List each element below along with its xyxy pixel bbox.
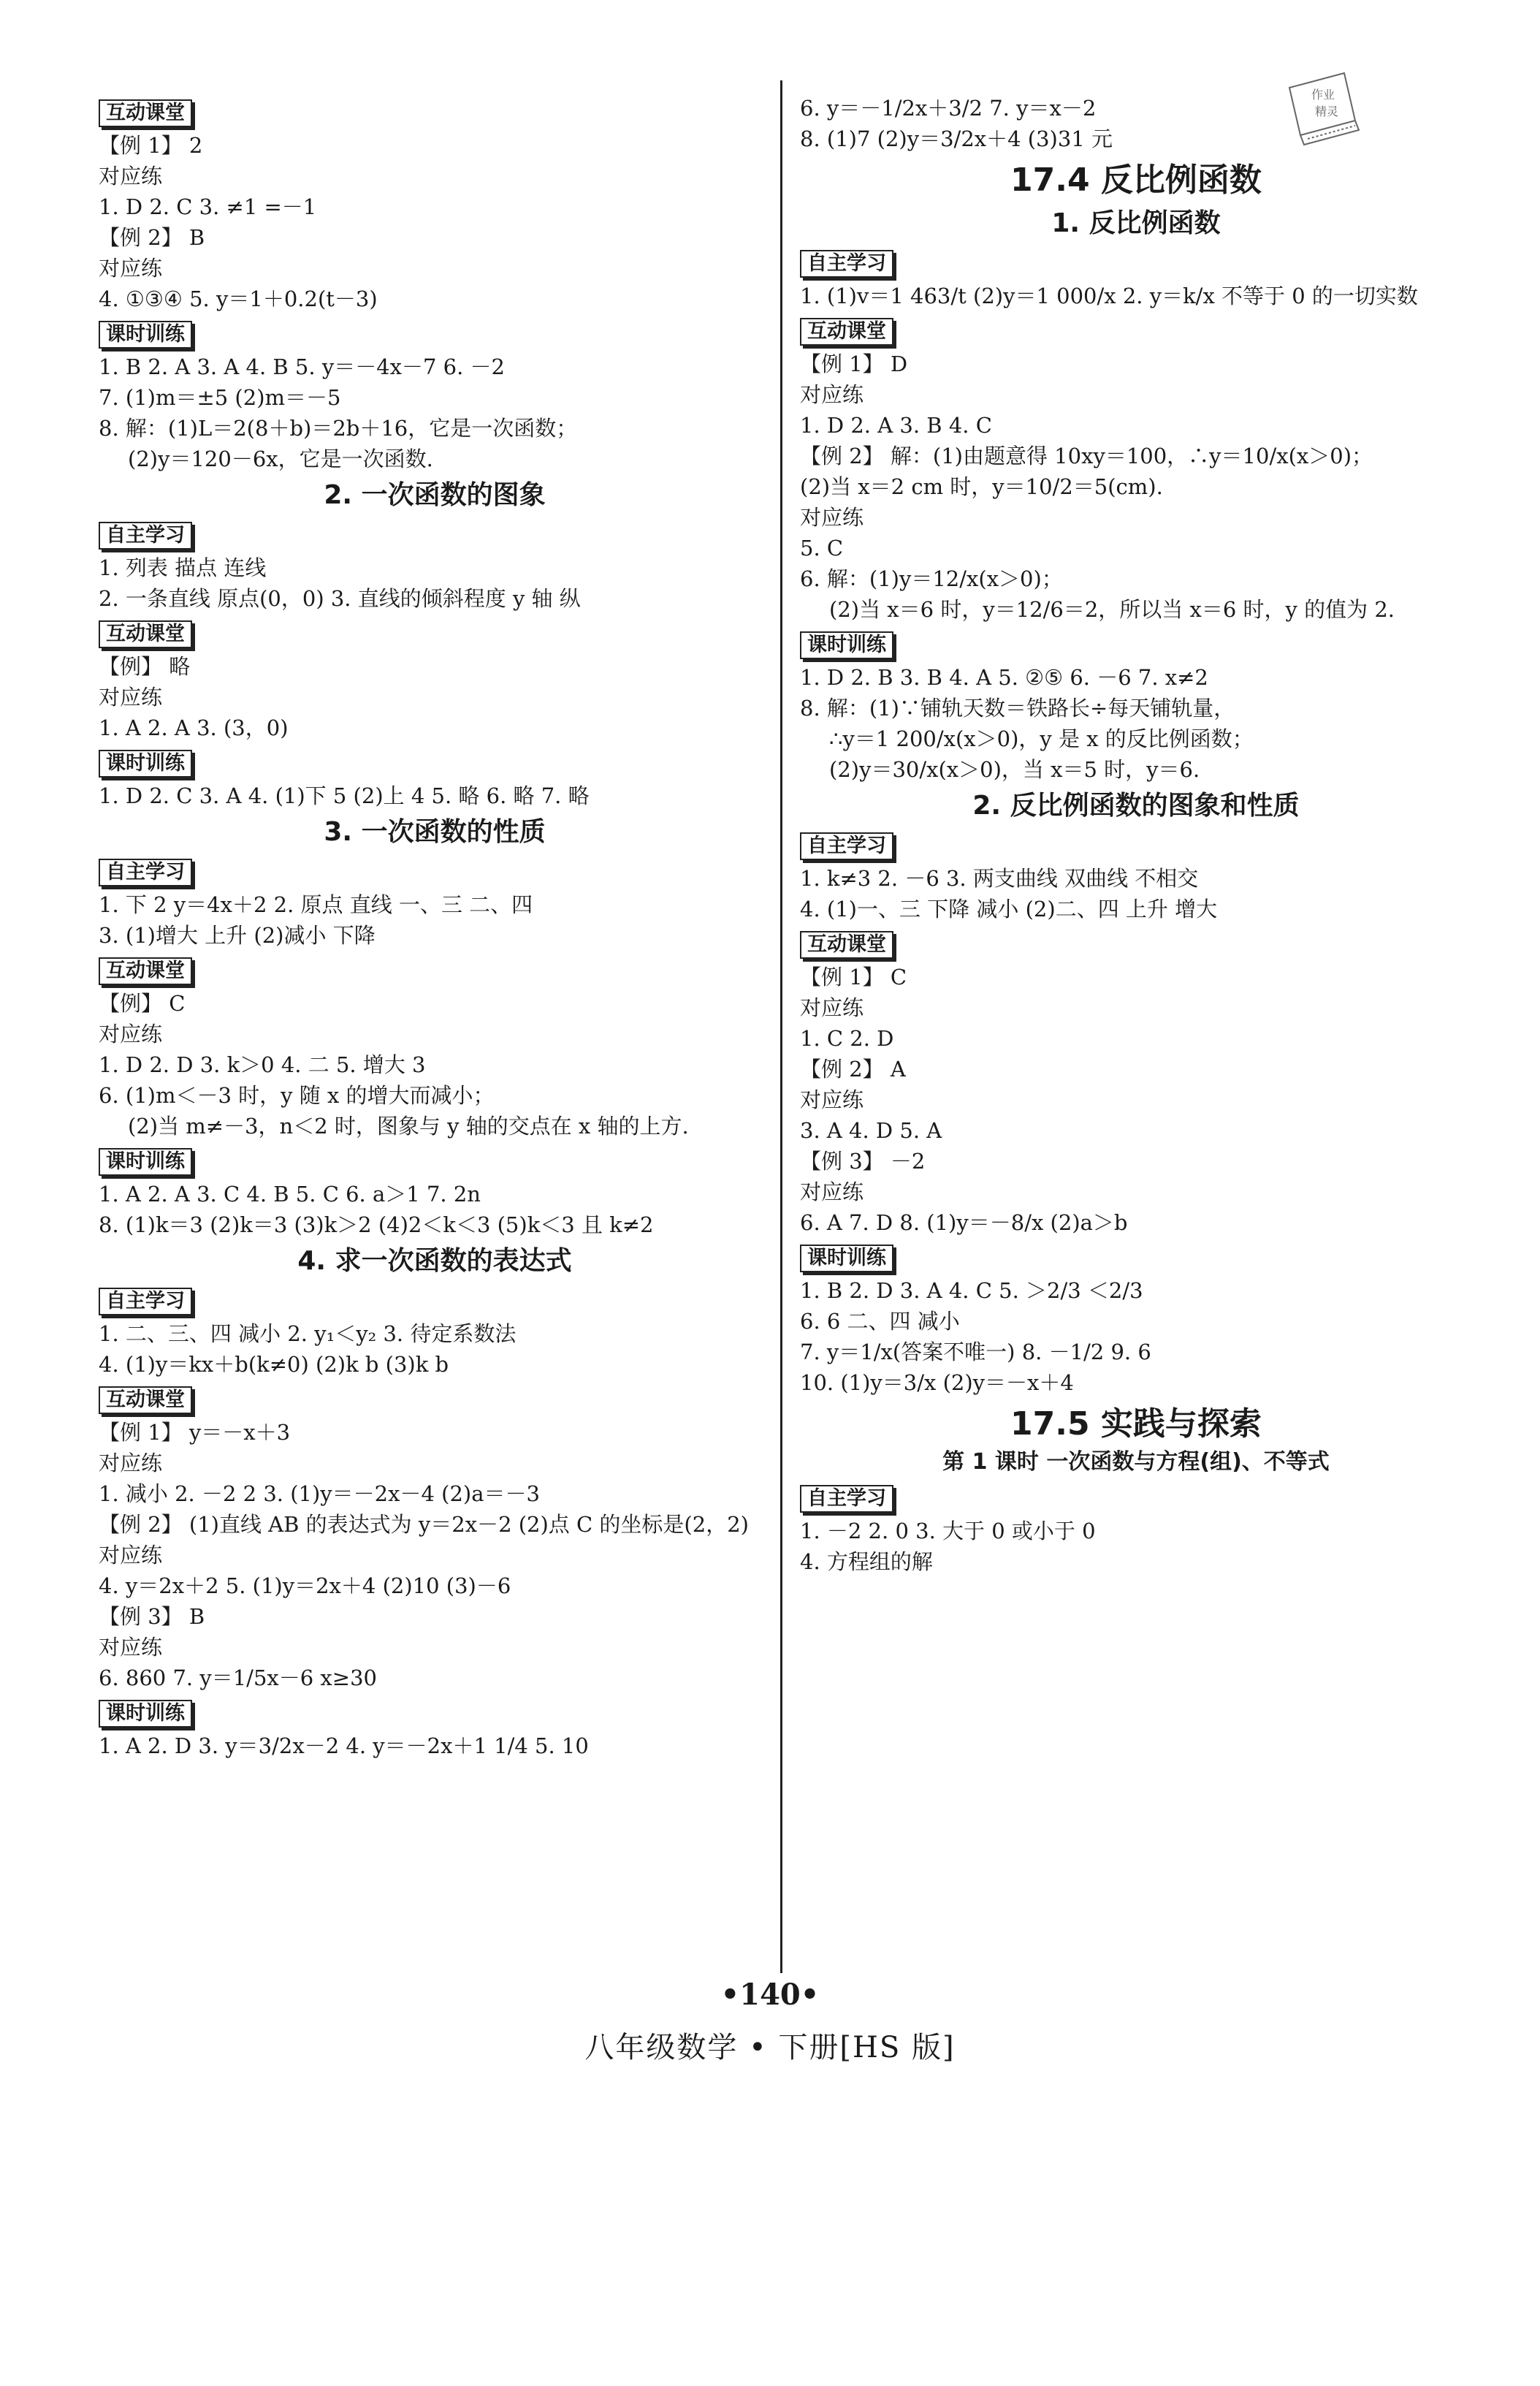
- answer-line: 【例 3】 B: [99, 1604, 205, 1629]
- answer-line: 7. (1)m＝±5 (2)m＝－5: [99, 385, 341, 410]
- answer-line: 8. (1)k＝3 (2)k＝3 (3)k＞2 (4)2＜k＜3 (5)k＜3 且 k≠2: [99, 1212, 654, 1237]
- answer-line: 对应练: [99, 1451, 163, 1475]
- answer-line: 1. D 2. C 3. A 4. (1)下 5 (2)上 4 5. 略 6. 略 7. 略: [99, 783, 590, 808]
- answer-line: 3. (1)增大 上升 (2)减小 下降: [99, 923, 376, 948]
- answer-line: 1. D 2. A 3. B 4. C: [800, 413, 992, 438]
- section-tag: 自主学习: [99, 859, 192, 886]
- answer-line: 1. 下 2 y＝4x＋2 2. 原点 直线 一、三 二、四: [99, 892, 533, 917]
- answer-line: 6. A 7. D 8. (1)y＝－8/x (2)a＞b: [800, 1210, 1128, 1235]
- answer-line: 对应练: [99, 685, 163, 710]
- answer-line: 对应练: [99, 256, 163, 281]
- answer-line: 2. 一条直线 原点(0，0) 3. 直线的倾斜程度 y 轴 纵: [99, 586, 581, 611]
- answer-line: (2)当 x＝6 时，y＝12/6＝2，所以当 x＝6 时，y 的值为 2.: [829, 597, 1395, 622]
- answer-line: 1. 二、三、四 减小 2. y₁＜y₂ 3. 待定系数法: [99, 1321, 516, 1346]
- answer-line: 对应练: [99, 1635, 163, 1660]
- answer-line: 1. C 2. D: [800, 1026, 894, 1051]
- answer-line: 【例 2】 (1)直线 AB 的表达式为 y＝2x－2 (2)点 C 的坐标是(2，2): [99, 1512, 749, 1537]
- chapter-heading: 17.5 实践与探索: [1010, 1405, 1262, 1443]
- answer-line: 1. A 2. D 3. y＝3/2x－2 4. y＝－2x＋1 1/4 5. 10: [99, 1733, 589, 1758]
- answer-line: 【例】 略: [99, 654, 191, 679]
- answer-line: 7. y＝1/x(答案不唯一) 8. －1/2 9. 6: [800, 1340, 1151, 1364]
- answer-line: 5. C: [800, 536, 844, 561]
- section-tag: 自主学习: [800, 832, 893, 860]
- answer-line: 8. 解：(1)∵铺轨天数＝铁路长÷每天铺轨量，: [800, 696, 1235, 721]
- section-tag: 互动课堂: [99, 957, 192, 985]
- answer-line: (2)y＝120－6x，它是一次函数.: [128, 447, 433, 471]
- answer-line: 【例 1】 C: [800, 965, 907, 989]
- answer-line: 【例 3】 －2: [800, 1149, 926, 1174]
- answer-line: 【例】 C: [99, 991, 186, 1016]
- answer-line: 对应练: [800, 1087, 864, 1112]
- answer-line: 【例 1】 y＝－x＋3: [99, 1420, 291, 1445]
- section-tag: 课时训练: [99, 1148, 192, 1176]
- answer-line: 1. D 2. B 3. B 4. A 5. ②⑤ 6. －6 7. x≠2: [800, 665, 1208, 690]
- answer-line: 1. －2 2. 0 3. 大于 0 或小于 0: [800, 1519, 1096, 1543]
- answer-line: 8. (1)7 (2)y＝3/2x＋4 (3)31 元: [800, 126, 1113, 151]
- answer-line: 1. 减小 2. －2 2 3. (1)y＝－2x－4 (2)a＝－3: [99, 1481, 540, 1506]
- answer-line: 4. 方程组的解: [800, 1549, 933, 1574]
- section-tag: 互动课堂: [99, 99, 192, 127]
- answer-line: 6. 解：(1)y＝12/x(x＞0)；: [800, 566, 1063, 591]
- section-heading: 1. 反比例函数: [1051, 208, 1221, 238]
- answer-line: (2)y＝30/x(x＞0)，当 x＝5 时，y＝6.: [829, 757, 1200, 782]
- answer-line: 1. B 2. D 3. A 4. C 5. ＞2/3 ＜2/3: [800, 1278, 1143, 1303]
- answer-line: 【例 2】 A: [800, 1057, 906, 1082]
- section-tag: 互动课堂: [99, 1386, 192, 1414]
- answer-line: 对应练: [99, 1543, 163, 1568]
- page-number: •140•: [720, 1977, 820, 2012]
- lesson-subtitle: 第 1 课时 一次函数与方程(组)、不等式: [942, 1449, 1330, 1475]
- section-heading: 2. 反比例函数的图象和性质: [972, 791, 1300, 821]
- answer-line: 6. y＝－1/2x＋3/2 7. y＝x－2: [800, 96, 1097, 121]
- section-tag: 互动课堂: [800, 318, 893, 346]
- answer-line: 1. (1)v＝1 463/t (2)y＝1 000/x 2. y＝k/x 不等于 0 的一切实数: [800, 284, 1418, 308]
- answer-line: 4. ①③④ 5. y＝1＋0.2(t－3): [99, 286, 378, 311]
- answer-line: 对应练: [99, 1022, 163, 1046]
- answer-line: 对应练: [800, 995, 864, 1020]
- section-tag: 课时训练: [99, 750, 192, 778]
- stamp-text-2: 精灵: [1315, 105, 1339, 118]
- answer-line: 4. y＝2x＋2 5. (1)y＝2x＋4 (2)10 (3)－6: [99, 1573, 511, 1598]
- section-heading: 4. 求一次函数的表达式: [297, 1246, 572, 1276]
- answer-line: 3. A 4. D 5. A: [800, 1118, 942, 1143]
- answer-line: (2)当 m≠－3，n＜2 时，图象与 y 轴的交点在 x 轴的上方.: [128, 1114, 689, 1139]
- answer-line: 6. 860 7. y＝1/5x－6 x≥30: [99, 1665, 377, 1690]
- answer-line: 【例 1】 D: [800, 352, 908, 376]
- column-divider: [780, 80, 782, 1973]
- answer-line: 10. (1)y＝3/x (2)y＝－x＋4: [800, 1370, 1074, 1395]
- answer-line: 4. (1)一、三 下降 减小 (2)二、四 上升 增大: [800, 897, 1218, 922]
- section-heading: 3. 一次函数的性质: [324, 817, 546, 847]
- answer-line: 6. 6 二、四 减小: [800, 1309, 960, 1334]
- answer-line: 对应练: [800, 382, 864, 407]
- section-tag: 课时训练: [99, 321, 192, 349]
- section-tag: 自主学习: [99, 1288, 192, 1315]
- answer-line: 【例 1】 2: [99, 133, 203, 158]
- answer-line: 对应练: [800, 1179, 864, 1204]
- section-tag: 互动课堂: [99, 620, 192, 648]
- answer-line: (2)当 x＝2 cm 时，y＝10/2＝5(cm).: [800, 474, 1163, 499]
- answer-line: ∴y＝1 200/x(x＞0)，y 是 x 的反比例函数；: [829, 726, 1254, 751]
- answer-line: 1. A 2. A 3. C 4. B 5. C 6. a＞1 7. 2n: [99, 1182, 481, 1207]
- section-tag: 互动课堂: [800, 931, 893, 959]
- answer-line: 【例 2】 B: [99, 225, 205, 250]
- answer-line: 8. 解：(1)L＝2(8＋b)＝2b＋16，它是一次函数；: [99, 416, 578, 441]
- section-tag: 课时训练: [99, 1700, 192, 1728]
- answer-line: 对应练: [800, 505, 864, 530]
- answer-line: 1. D 2. C 3. ≠1 =－1: [99, 194, 317, 219]
- section-tag: 自主学习: [800, 1485, 893, 1513]
- chapter-heading: 17.4 反比例函数: [1010, 162, 1262, 199]
- section-tag: 课时训练: [800, 631, 893, 659]
- section-tag: 课时训练: [800, 1245, 893, 1272]
- answer-line: 对应练: [99, 164, 163, 189]
- footer-title: 八年级数学 • 下册[HS 版]: [584, 2031, 956, 2064]
- answer-line: 6. (1)m＜－3 时，y 随 x 的增大而减小；: [99, 1083, 495, 1108]
- answer-line: 1. A 2. A 3. (3，0): [99, 715, 289, 740]
- answer-line: 1. D 2. D 3. k＞0 4. 二 5. 增大 3: [99, 1052, 426, 1077]
- answer-line: 1. k≠3 2. －6 3. 两支曲线 双曲线 不相交: [800, 866, 1199, 891]
- stamp-text-1: 作业: [1311, 88, 1335, 102]
- section-tag: 自主学习: [99, 522, 192, 550]
- answer-line: 4. (1)y＝kx＋b(k≠0) (2)k b (3)k b: [99, 1352, 449, 1377]
- section-tag: 自主学习: [800, 250, 893, 278]
- section-heading: 2. 一次函数的图象: [324, 480, 546, 510]
- watermark-stamp-logo: [1275, 66, 1377, 153]
- answer-line: 1. 列表 描点 连线: [99, 555, 267, 580]
- answer-line: 【例 2】 解：(1)由题意得 10xy＝100，∴y＝10/x(x＞0)；: [800, 444, 1373, 468]
- answer-line: 1. B 2. A 3. A 4. B 5. y＝－4x－7 6. －2: [99, 354, 506, 379]
